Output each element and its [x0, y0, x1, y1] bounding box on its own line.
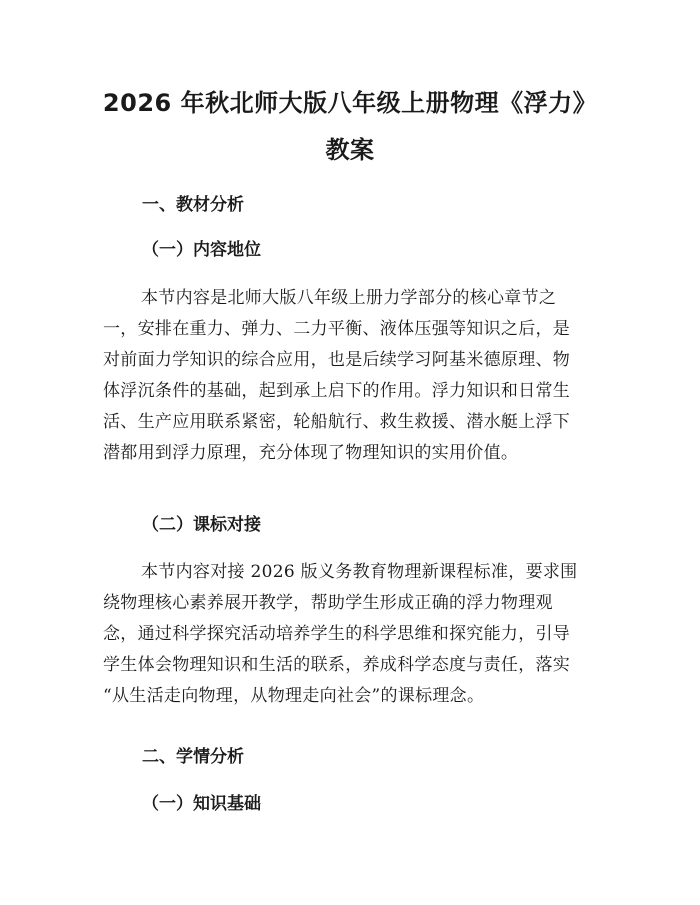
paragraph-line: 本节内容是北师大版八年级上册力学部分的核心章节之: [141, 288, 557, 308]
paragraph-line: 念，通过科学探究活动培养学生的科学思维和探究能力，引导: [103, 624, 571, 644]
section-heading-textbook-analysis: 一、教材分析: [142, 195, 244, 215]
section-heading-student-analysis: 二、学情分析: [142, 747, 244, 767]
paragraph-line: 对前面力学知识的综合应用，也是后续学习阿基米德原理、物: [103, 350, 571, 370]
subheading-content-position: （一）内容地位: [142, 240, 261, 260]
subheading-curriculum-alignment: （二）课标对接: [142, 515, 261, 535]
paragraph-line: 本节内容对接 2026 版义务教育物理新课程标准，要求围: [141, 562, 578, 582]
paragraph-line: 潜都用到浮力原理，充分体现了物理知识的实用价值。: [103, 443, 519, 463]
paragraph-line: 体浮沉条件的基础，起到承上启下的作用。浮力知识和日常生: [103, 381, 571, 401]
paragraph-line: 一，安排在重力、弹力、二力平衡、液体压强等知识之后，是: [103, 319, 571, 339]
paragraph-line: 活、生产应用联系紧密，轮船航行、救生救援、潜水艇上浮下: [103, 412, 571, 432]
subheading-knowledge-foundation: （一）知识基础: [142, 794, 261, 814]
document-title-continued: 教案: [325, 136, 375, 164]
document-title: 2026 年秋北师大版八年级上册物理《浮力》: [102, 89, 598, 117]
paragraph-content-position: [103, 283, 599, 469]
paragraph-line: “从生活走向物理，从物理走向社会”的课标理念。: [103, 686, 485, 706]
paragraph-line: 绕物理核心素养展开教学，帮助学生形成正确的浮力物理观: [103, 593, 553, 613]
paragraph-curriculum-alignment: [103, 557, 599, 712]
paragraph-line: 学生体会物理知识和生活的联系，养成科学态度与责任，落实: [103, 655, 571, 675]
